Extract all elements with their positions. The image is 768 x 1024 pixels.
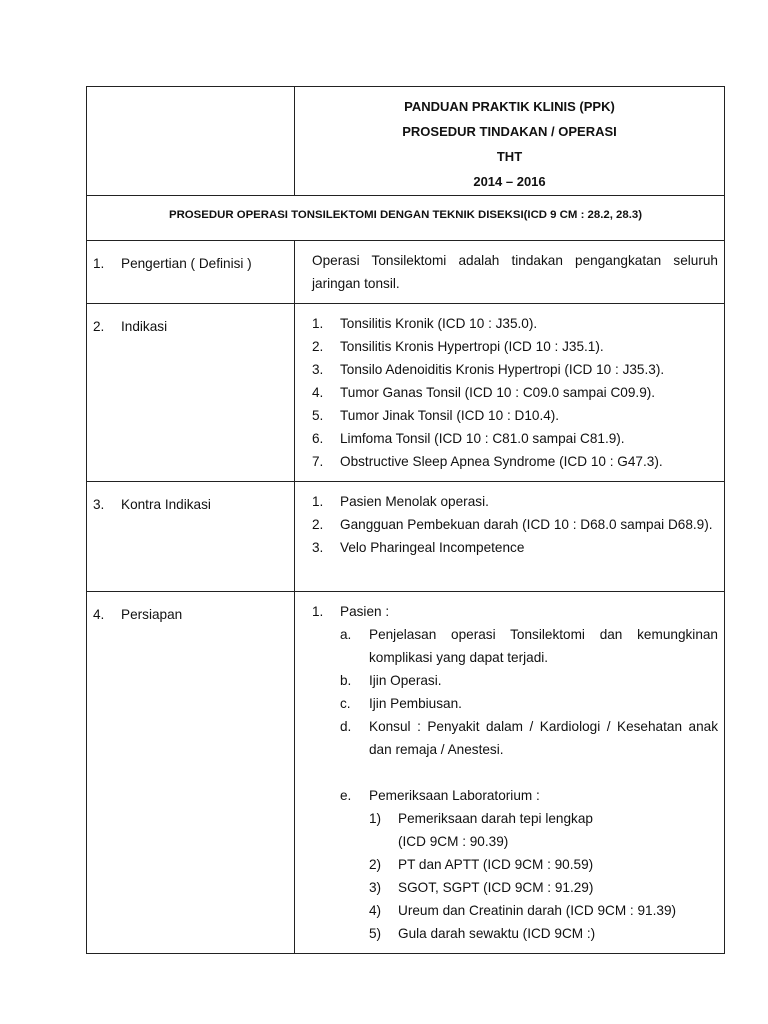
section-number: 1. — [93, 256, 105, 271]
section-content-cell — [295, 304, 725, 482]
header-subtitle-line: PROSEDUR TINDAKAN / OPERASI — [402, 124, 617, 139]
header-blank-cell — [87, 87, 295, 196]
section-label-cell — [87, 482, 295, 592]
procedure-title: PROSEDUR OPERASI TONSILEKTOMI DENGAN TEKNIK DISEKSI(ICD 9 CM : 28.2, 28.3) — [168, 209, 642, 221]
list-item: 1. Tonsilitis Kronik (ICD 10 : J35.0). — [312, 316, 538, 331]
list-item: 6. Limfoma Tonsil (ICD 10 : C81.0 sampai C81.9). — [312, 431, 625, 446]
section-row-contraindications — [87, 482, 725, 592]
lab-item: 4) Ureum dan Creatinin darah (ICD 9CM : 91.39) — [369, 903, 677, 918]
section-label: Kontra Indikasi — [121, 497, 211, 512]
ppk-table — [86, 86, 725, 954]
section-label: Pengertian ( Definisi ) — [121, 256, 252, 271]
header-title-line: PANDUAN PRAKTIK KLINIS (PPK) — [404, 99, 615, 114]
list-item: 2. Gangguan Pembekuan darah (ICD 10 : D68.0 sampai D68.9). — [312, 517, 713, 532]
section-content-cell — [295, 592, 725, 954]
list-item: 5. Tumor Jinak Tonsil (ICD 10 : D10.4). — [312, 408, 560, 423]
lab-item: 3) SGOT, SGPT (ICD 9CM : 91.29) — [369, 880, 594, 895]
section-label: Indikasi — [121, 319, 168, 334]
lab-item: 5) Gula darah sewaktu (ICD 9CM :) — [369, 926, 596, 941]
section-label: Persiapan — [121, 607, 183, 622]
sub-item: b. Ijin Operasi. — [340, 673, 442, 688]
section-content-cell — [295, 241, 725, 304]
list-item: 1. Pasien Menolak operasi. — [312, 494, 489, 509]
patient-sublist — [340, 623, 718, 945]
sub-item: e. Pemeriksaan Laboratorium : 1) Pemeriksaan darah tepi lengkap (ICD 9CM : 90.39) 2) PT dan APTT (ICD 9CM : 90.59) 3) SGOT, SGPT (ICD 9CM : 91.29) 4) Ureum dan Creatinin darah (ICD 9CM : 91.39) 5) Gula darah sewaktu (ICD 9CM :) — [340, 784, 718, 945]
header-title-cell — [295, 87, 725, 196]
lab-item: 1) Pemeriksaan darah tepi lengkap (ICD 9CM : 90.39) — [369, 811, 593, 849]
section-row-definition — [87, 241, 725, 304]
section-label-cell — [87, 241, 295, 304]
header-period-line: 2014 – 2016 — [473, 174, 546, 189]
indications-list — [312, 312, 718, 473]
header-department-line: THT — [496, 149, 523, 164]
preparation-list — [312, 600, 718, 945]
header-row — [87, 87, 725, 196]
list-item: 3. Velo Pharingeal Incompetence — [312, 540, 525, 555]
section-number: 2. — [93, 319, 105, 334]
lab-heading: Pemeriksaan Laboratorium : — [369, 788, 540, 803]
section-row-indications — [87, 304, 725, 482]
contraindications-list — [312, 490, 718, 559]
lab-item: 2) PT dan APTT (ICD 9CM : 90.59) — [369, 857, 594, 872]
definition-text: Operasi Tonsilektomi adalah tindakan pengangkatan seluruh jaringan tonsil. — [312, 253, 718, 291]
sub-item: c. Ijin Pembiusan. — [340, 696, 462, 711]
list-item: 4. Tumor Ganas Tonsil (ICD 10 : C09.0 sampai C09.9). — [312, 385, 656, 400]
subtitle-row — [87, 196, 725, 241]
section-content-cell — [295, 482, 725, 592]
section-number: 3. — [93, 497, 105, 512]
sub-item: d. Konsul : Penyakit dalam / Kardiologi / Kesehatan anak dan remaja / Anestesi. — [340, 719, 718, 757]
list-item: 3. Tonsilo Adenoiditis Kronis Hypertropi (ICD 10 : J35.3). — [312, 362, 665, 377]
list-item: 1. Pasien : a. Penjelasan operasi Tonsilektomi dan kemungkinan komplikasi yang dapat terjadi. b. Ijin Operasi. c. Ijin Pembiusan. d. Konsul : Penyakit dalam / Kardiologi / Kesehatan anak dan remaja / Anestesi. e. Pemeriksaan Laboratorium : 1) Pemeriksaan darah tepi lengkap (ICD 9CM : 90.39) 2) PT dan APTT (ICD 9CM : 90.59) 3) SGOT, SGPT (ICD 9CM : 91.29) 4) Ureum dan Creatinin darah (ICD 9CM : 91.39) 5) Gula darah sewaktu (ICD 9CM :) — [312, 600, 718, 945]
lab-list — [369, 807, 718, 945]
section-label-cell — [87, 592, 295, 954]
section-label-cell — [87, 304, 295, 482]
section-row-preparation — [87, 592, 725, 954]
patient-heading: Pasien : — [340, 604, 390, 619]
list-item: 7. Obstructive Sleep Apnea Syndrome (ICD 10 : G47.3). — [312, 454, 663, 469]
list-item: 2. Tonsilitis Kronis Hypertropi (ICD 10 : J35.1). — [312, 339, 604, 354]
procedure-title-cell — [87, 196, 725, 241]
sub-item: a. Penjelasan operasi Tonsilektomi dan kemungkinan komplikasi yang dapat terjadi. — [340, 627, 718, 665]
section-number: 4. — [93, 607, 105, 622]
